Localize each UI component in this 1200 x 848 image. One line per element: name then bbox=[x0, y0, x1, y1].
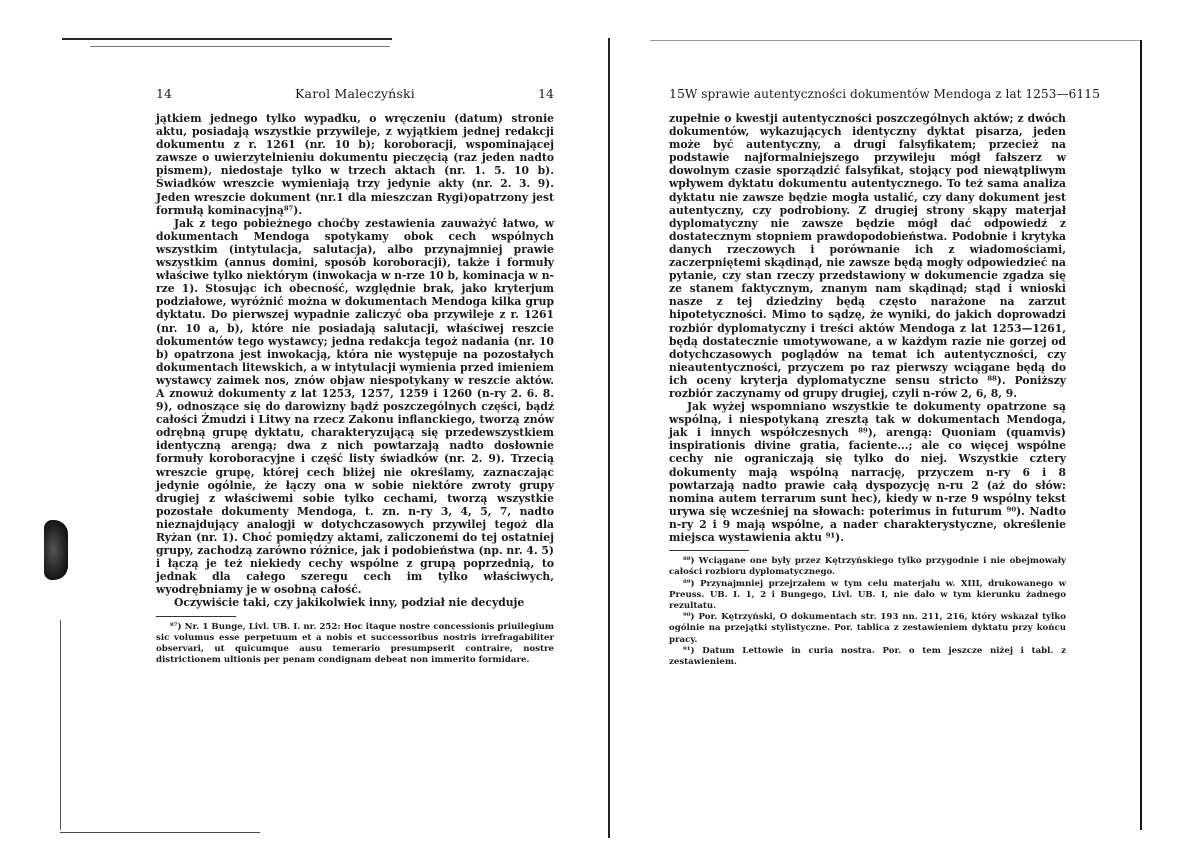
left-footnotes bbox=[156, 622, 554, 667]
footnote: ⁹⁰) Por. Kętrzyński, O dokumentach str. 193 nn. 211, 216, który wskazał tylko ogólnie na przejątki stylistyczne. Por. tablica z zestawieniem dyktatu przy końcu pracy. bbox=[669, 612, 1066, 645]
right-footnote-separator bbox=[669, 550, 749, 551]
right-footnotes bbox=[669, 556, 1066, 668]
scan-edge-left-top-thin bbox=[90, 46, 390, 47]
footnote: ⁸⁷) Nr. 1 Bunge, Livl. UB. I. nr. 252: Hoc itaque nostre concessionis priuilegium sic volumus esse perpetuum et a nobis et successoribus nostris irrefragabiliter observari, ut quicumque ausu temerario presumpserit contraire, nostre districtionem ultionis per penam condignam debeat non immerito formidare. bbox=[156, 621, 554, 666]
right-page-header bbox=[669, 86, 1101, 108]
left-paragraph: jątkiem jednego tylko wypadku, o wręczeniu (datum) stronie aktu, posiadają wszystkie przywileje, z wyjątkiem jednej redakcji dokumentu z r. 1261 (nr. 10 b); koroboracji, wspominającej zawsze o uwierzytelnieniu dokumentu pieczęcią (raz jeden nadto pismem), niedostaje tylko w trzech aktach (nr. 1. 5. 10 b). Świadków wreszcie wymieniają trzy jedynie akty (nr. 2. 3. 9). Jeden wreszcie dokument (nr.1 dla mieszczan Rygi)opatrzony jest formułą kominacyjną⁸⁷). bbox=[156, 112, 554, 217]
right-paragraph: zupełnie o kwestji autentyczności poszczególnych aktów; z dwóch dokumentów, wykazujących identyczny dyktat pisarza, jeden może być autentyczny, a drugi falsyfikatem; przecież na podstawie najformalniejszego przywileju mógł fałszerz w dowolnym czasie sporządzić falsyfikat, stojący pod niewątpliwym wpływem dyktatu dokumentu autentycznego. To też sama analiza dyktatu nie zawsze będzie mogła ustalić, czy dany dokument jest autentyczny, czy podrobiony. Z drugiej strony skąpy materjał dyplomatyczny nie zawsze będzie mógł dać odpowiedź z dostatecznym stopniem prawdopodobieństwa. Podobnie i krytyka danych rzeczowych i porównanie ich z wiadomościami, zaczerpniętemi skądinąd, nie zawsze będą mogły odpowiedzieć na pytanie, czy stan rzeczy przedstawiony w dokumencie zgadza się ze stanem faktycznym, znanym nam skądinąd; stąd i wnioski nasze z tej dziedziny będą często narażone na zarzut hipotetyczności. Mimo to sądzę, że wyniki, do jakich doprowadzi rozbiór dyplomatyczny i treści aktów Mendoga z lat 1253—1261, będą dostatecznie umotywowane, a w każdym razie nie gorzej od dotychczasowych poglądów na temat ich autentyczności, czy nieautentyczności, przyczem po raz pierwszy wciągane będą do ich oceny kryterja dyplomatyczne sensu stricto ⁸⁸). Poniższy rozbiór zaczynamy od grupy drugiej, czyli n-rów 2, 6, 8, 9. bbox=[669, 112, 1066, 400]
footnote: ⁸⁹) Przynajmniej przejrzałem w tym celu materjału w. XIII, drukowanego w Preuss. UB. I. 1, 2 i Bungego, Livl. UB. I, nie dało w tym kierunku żadnego rezultatu. bbox=[669, 578, 1066, 611]
footnote: ⁸⁸) Wciągane one były przez Kętrzyńskiego tylko przygodnie i nie obejmowały całości rozbioru dyplomatycznego. bbox=[669, 556, 1066, 578]
left-page-header bbox=[156, 86, 554, 108]
scan-edge-right-side bbox=[1140, 40, 1142, 830]
footnote: ⁹¹) Datum Lettowie in curia nostra. Por. o tem jeszcze niżej i tabl. z zestawieniem. bbox=[669, 645, 1066, 667]
scan-edge-left-side bbox=[60, 620, 61, 830]
left-running-title: Karol Maleczyński bbox=[295, 86, 415, 101]
scan-edge-left-top bbox=[62, 38, 392, 40]
left-paragraph: Oczywiście taki, czy jakikolwiek inny, podział nie decyduje bbox=[174, 596, 525, 610]
right-page bbox=[669, 86, 1101, 668]
right-paragraph: Jak wyżej wspomniano wszystkie te dokumenty opatrzone są wspólną, i niespotykaną zresztą tak w dokumentach Mendoga, jak i innych współczesnych ⁸⁹), arengą: Quoniam (quamvis) inspirationis divine gratia, faciente...; ale co więcej wspólne cechy nie ograniczają się tylko do niej. Wszystkie cztery dokumenty mają wspólną narrację, przyczem n-ry 6 i 8 powtarzają nadto prawie całą dyspozycję n-ru 2 (aż do słów: nomina autem terrarum sunt hec), kiedy w n-rze 9 wspólny tekst urywa się wcześniej na słowach: poterimus in futurum ⁹⁰). Nadto n-ry 2 i 9 mają wspólne, a nader charakterystyczne, określenie miejsca wystawienia aktu ⁹¹). bbox=[669, 400, 1066, 544]
left-page-number-left: 14 bbox=[156, 86, 172, 101]
right-page-number-left: 15 bbox=[669, 86, 685, 101]
left-footnote-separator bbox=[156, 616, 236, 617]
left-body-text bbox=[156, 112, 554, 610]
left-page bbox=[156, 86, 554, 666]
right-page-number-right: 15 bbox=[1084, 86, 1101, 101]
left-paragraph: Jak z tego pobieżnego choćby zestawienia zauważyć łatwo, w dokumentach Mendoga spotykamy obok cech wspólnych wszystkim (intytulacja, salutacja), albo przynajmniej prawie wszystkim (annus domini, sposób koroboracji), także i formuły właściwe tylko niektórym (inwokacja w n-rze 10 b, kominacja w n-rze 1). Stosując ich obecność, względnie brak, jako kryterjum podziałowe, wyróżnić można w dokumentach Mendoga kilka grup dyktatu. Do pierwszej wypadnie zaliczyć oba przywileje z r. 1261 (nr. 10 a, b), które nie posiadają salutacji, właściwej reszcie dokumentów tego wystawcy; jedna redakcja tegoż nadania (nr. 10 b) opatrzona jest inwokacją, która nie występuje na pozostałych dokumentach litewskich, a w intytulacji wymienia przed imieniem wystawcy zaimek nos, znów objaw niespotykany w reszcie aktów. A znowuż dokumenty z lat 1253, 1257, 1259 i 1260 (n-ry 2. 6. 8. 9), odnoszące się do darowizny bądź poszczególnych części, bądź całości Żmudzi i Litwy na rzecz Zakonu inflanckiego, tworzą znów odrębną grupę dyktatu, charakteryzującą się przedewszystkiem identyczną arengą; dwa z nich powtarzają nadto dosłownie formuły koroboracyjne i część listy świadków (nr. 2. 9). Trzecią wreszcie grupę, której cech bliżej nie określamy, zaznaczając jedynie ogólnie, że łączy ona w sobie niektóre zwroty grupy drugiej z właściwemi sobie tylko cechami, tworzą wszystkie pozostałe dokumenty Mendoga, t. zn. n-ry 3, 4, 5, 7, nadto nieznajdujący analogji w dotychczasowych przywilej tegoż dla Ryżan (nr. 1). Choć pomiędzy aktami, zaliczonemi do tej ostatniej grupy, zachodzą zarówno różnice, jak i podobieństwa (np. nr. 4. 5) i łączą je też niekiedy cechy wspólne z grupą poprzednią, to jednak dla całego szeregu cech im tylko właściwych, wyodrębniamy je w osobną całość. bbox=[156, 216, 554, 597]
left-page-number-right: 14 bbox=[538, 86, 554, 101]
binding-clip bbox=[44, 520, 68, 580]
book-fold bbox=[608, 38, 610, 838]
scan-edge-left-bottom bbox=[60, 832, 260, 833]
right-running-title: W sprawie autentyczności dokumentów Mendoga z lat 1253—61 bbox=[684, 87, 1085, 101]
right-body-text bbox=[669, 112, 1066, 544]
scan-edge-right-top bbox=[650, 40, 1140, 41]
